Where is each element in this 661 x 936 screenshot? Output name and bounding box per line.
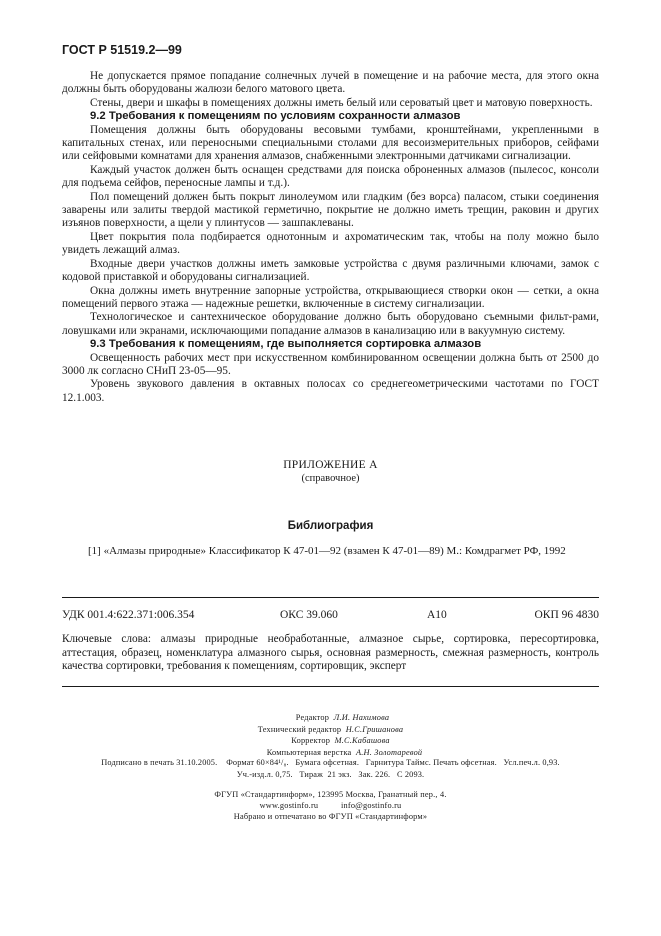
print-info-line: Подписано в печать 31.10.2005. Формат 60×84¹/₈. Бумага офсетная. Гарнитура Таймс. Печать офсетная. Усл.печ.л. 0,93. — [101, 758, 560, 767]
group-code: А10 — [427, 609, 447, 621]
credit-name: М.С.Кабашова — [334, 736, 390, 746]
credit-role: Редактор — [295, 713, 330, 722]
section-heading: 9.2 Требования к помещениям по условиям сохранности алмазов — [90, 110, 461, 123]
credit-name: А.Н. Золотаревой — [356, 747, 423, 757]
paragraph: Стены, двери и шкафы в помещениях должны иметь белый или сероватый цвет и матовую поверхность. — [90, 96, 593, 109]
publisher-line: Набрано и отпечатано во ФГУП «Стандартинформ» — [233, 812, 428, 822]
paragraph: Помещения должны быть оборудованы весовыми тумбами, кронштейнами, укрепленными в капитальных стенах, или переносными специальными столами для весоизмерительных приборов, сейфами или сейфовыми комнатами для хранения алмазов, снабженными электронными датчиками сигнализации. — [62, 123, 599, 163]
paragraph: Пол помещений должен быть покрыт линолеумом или гладким (без ворса) паласом, стыки соединения заварены или залиты твердой мастикой герметично, покрытие не должно иметь трещин, раковин и других изъянов поверхности, а щели у плинтусов — зашпаклеваны. — [62, 190, 599, 230]
classification-row — [62, 609, 599, 625]
bibliography-item: [1] «Алмазы природные» Классификатор К 47-01—92 (взамен К 47-01—89) М.: Комдрагмет РФ, 1992 — [88, 545, 566, 557]
appendix-title: ПРИЛОЖЕНИЕ А — [283, 459, 378, 471]
credit-line — [10, 735, 661, 747]
paragraph: Окна должны иметь внутренние запорные устройства, открывающиеся створки окон — сетки, а окна помещений первого этажа — надежные решетки, включенные в систему сигнализации. — [62, 284, 599, 310]
credits — [0, 712, 661, 758]
paragraph: Каждый участок должен быть оснащен средствами для поиска оброненных алмазов (пылесос, консоли для подъема сейфов, переносные лампы и т.д.). — [62, 163, 599, 190]
credit-role: Компьютерная верстка — [266, 747, 352, 757]
paragraph: Цвет покрытия пола подбирается однотонным и ахроматическим так, чтобы на полу можно было увидеть лежащий алмаз. — [62, 230, 599, 257]
paragraph: Освещенность рабочих мест при искусственном комбинированном освещении должна быть от 2500 до 3000 лк согласно СНиП 23-05—95. — [62, 351, 599, 377]
credit-line — [12, 712, 661, 724]
body-text — [62, 70, 599, 405]
paragraph: Не допускается прямое попадание солнечных лучей в помещение и на рабочие места, для этого окна должны быть оборудованы жалюзи белого матового цвета. — [62, 70, 599, 96]
appendix-subtitle: (справочное) — [301, 473, 360, 484]
oks-code: ОКС 39.060 — [280, 609, 338, 621]
divider-bottom — [62, 686, 599, 687]
credit-line — [0, 724, 661, 736]
credit-role: Корректор — [291, 736, 331, 746]
publisher-line: ФГУП «Стандартинформ», 123995 Москва, Гранатный пер., 4. — [214, 790, 447, 799]
print-info — [0, 757, 661, 780]
bibliography-heading: Библиография — [287, 520, 374, 532]
paragraph: Технологическое и сантехническое оборудование должно быть оборудовано съемными фильт-рами, ловушками или экранами, исключающими попадание алмазов в канализацию или в вакуумную систему. — [62, 311, 599, 337]
credit-role: Технический редактор — [257, 724, 342, 734]
credit-name: Л.И. Нахимова — [333, 713, 390, 722]
paragraph: Уровень звукового давления в октавных полосах со среднегеометрическими частотами по ГОСТ 12.1.003. — [62, 378, 599, 404]
udk-code: УДК 001.4:622.371:006.354 — [62, 609, 195, 621]
standard-code-header: ГОСТ Р 51519.2—99 — [62, 43, 182, 57]
okp-code: ОКП 96 4830 — [534, 609, 599, 621]
credit-name: Н.С.Гришанова — [345, 724, 404, 734]
print-info-line: Уч.-изд.л. 0,75. Тираж 21 экз. Зак. 226. С 2093. — [236, 769, 425, 779]
publisher-info — [0, 789, 661, 823]
divider-top — [62, 597, 599, 598]
paragraph: Входные двери участков должны иметь замковые устройства с двумя различными ключами, замок с кодовой приставкой и оборудованы сигнализацией. — [62, 257, 599, 284]
section-heading: 9.3 Требования к помещениям, где выполняется сортировка алмазов — [90, 338, 482, 351]
keywords: Ключевые слова: алмазы природные необработанные, алмазное сырье, сортировка, пересортировка, аттестация, образец, номенклатура алмазного сырья, основная размерность, смежная размерность, контроль качества сортировки, требования к помещениям, сортировщик, эксперт — [62, 633, 599, 673]
publisher-line: www.gostinfo.ru info@gostinfo.ru — [259, 801, 402, 811]
